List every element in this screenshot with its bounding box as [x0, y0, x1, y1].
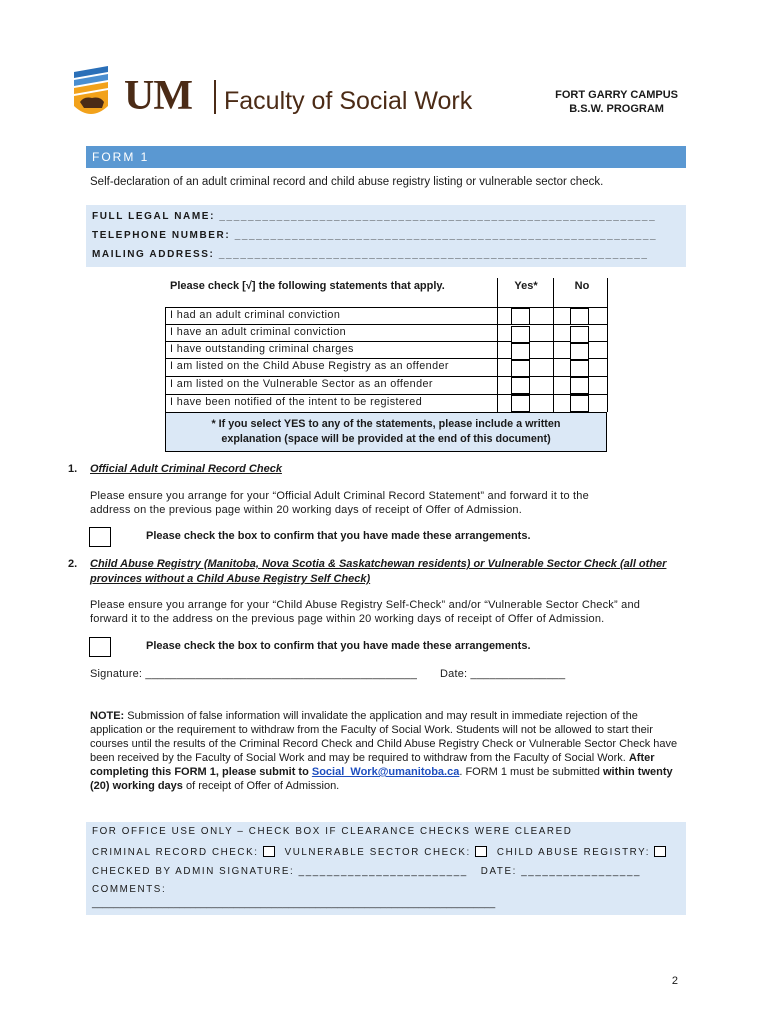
signature-field[interactable]: Signature: ___________________________________________: [90, 668, 418, 680]
statement-text: I had an adult criminal conviction: [170, 309, 341, 321]
applicant-info-box: [86, 205, 686, 267]
note-deadline: within twenty (20) working days: [90, 766, 673, 792]
campus-name: FORT GARRY CAMPUS: [555, 89, 678, 101]
logo-divider: [214, 80, 216, 114]
comments-field[interactable]: __________________________________________________________________________: [92, 898, 496, 909]
table-divider: [607, 278, 608, 412]
vulnerable-sector-checkbox[interactable]: [475, 846, 487, 857]
telephone-number-field[interactable]: TELEPHONE NUMBER: ___________________________________________________________: [92, 230, 658, 241]
vulnerable-sector-check-label: VULNERABLE SECTOR CHECK:: [284, 847, 471, 858]
note-tail: of receipt of Offer of Admission.: [182, 780, 340, 792]
child-abuse-registry-label: CHILD ABUSE REGISTRY:: [496, 847, 651, 858]
yes-checkbox[interactable]: [511, 308, 530, 325]
note-instruction: After completing this FORM 1, please submit to: [90, 752, 655, 778]
section-1-paragraph: [90, 489, 589, 517]
paragraph-line: forward it to the address on the previous page within 20 working days of receipt of Offer of Admission.: [90, 613, 605, 625]
section-2-title-line: Child Abuse Registry (Manitoba, Nova Scotia & Saskatchewan residents) or Vulnerable Sector Check (all other: [90, 558, 667, 570]
form-subtitle: Self-declaration of an adult criminal record and child abuse registry listing or vulnerable sector check.: [90, 176, 604, 188]
no-checkbox[interactable]: [570, 360, 589, 377]
faculty-name: Faculty of Social Work: [224, 87, 473, 115]
paragraph-line: Please ensure you arrange for your “Child Abuse Registry Self-Check” and/or “Vulnerable Sector Check” and: [90, 599, 641, 611]
section-1-confirm-checkbox[interactable]: [89, 527, 111, 547]
no-checkbox[interactable]: [570, 326, 589, 343]
statement-text: I am listed on the Child Abuse Registry as an offender: [170, 360, 449, 372]
page-number: 2: [671, 975, 678, 987]
section-2-title: [90, 557, 666, 587]
section-2-confirm-checkbox[interactable]: [89, 637, 111, 657]
section-2-confirm-text: Please check the box to confirm that you have made these arrangements.: [146, 640, 531, 652]
child-abuse-registry-checkbox[interactable]: [654, 846, 666, 857]
no-checkbox[interactable]: [570, 377, 589, 394]
date-field[interactable]: Date: _______________: [440, 668, 566, 680]
note-paragraph: [90, 709, 690, 793]
um-logo-text: UM: [124, 73, 192, 119]
yes-explanation-note: [165, 412, 607, 452]
note-lead: NOTE:: [90, 710, 125, 722]
statement-row: [165, 376, 607, 393]
yes-checkbox[interactable]: [511, 326, 530, 343]
admin-signature-field[interactable]: CHECKED BY ADMIN SIGNATURE: ________________________: [92, 866, 468, 877]
yes-checkbox[interactable]: [511, 360, 530, 377]
statement-text: I have been notified of the intent to be registered: [170, 396, 423, 408]
criminal-record-checkbox[interactable]: [263, 846, 275, 857]
section-2-number: 2.: [68, 558, 78, 570]
um-bison-logo-icon: [70, 66, 114, 124]
office-use-title: FOR OFFICE USE ONLY – CHECK BOX IF CLEARANCE CHECKS WERE CLEARED: [92, 826, 573, 837]
section-2-title-line: provinces without a Child Abuse Registry Self Check): [90, 573, 371, 585]
mailing-address-field[interactable]: MAILING ADDRESS: ____________________________________________________________: [92, 249, 649, 260]
program-name: B.S.W. PROGRAM: [569, 103, 664, 115]
no-checkbox[interactable]: [570, 343, 589, 360]
yes-checkbox[interactable]: [511, 377, 530, 394]
table-header-label: Please check [√] the following statements that apply.: [170, 280, 445, 292]
paragraph-line: address on the previous page within 20 working days of receipt of Offer of Admission.: [90, 504, 522, 516]
section-2-paragraph: [90, 598, 640, 626]
statement-row: [165, 341, 607, 358]
column-no-label: No: [574, 280, 590, 292]
email-link[interactable]: Social_Work@umanitoba.ca: [311, 766, 460, 778]
note-after-email: . FORM 1 must be submitted: [459, 766, 603, 778]
office-checks-row: [92, 846, 676, 858]
yes-checkbox[interactable]: [511, 395, 530, 412]
statement-text: I have outstanding criminal charges: [170, 343, 354, 355]
no-checkbox[interactable]: [570, 395, 589, 412]
form-title-bar: FORM 1: [86, 146, 686, 168]
section-1-title: Official Adult Criminal Record Check: [90, 463, 282, 475]
statement-row: [165, 358, 607, 375]
comments-label: COMMENTS:: [92, 884, 167, 895]
note-body: Submission of false information will invalidate the application and may result in immediate rejection of the application or the requirement to withdraw from the Faculty of Social Work. Students will not be allowed to start their courses until the results of the Criminal Record Check and Child Abuse Registry Check or Vulnerable Sector Check have been received by the Faculty of Social Work and may be required to withdraw from the Faculty of Social Work.: [90, 710, 678, 764]
office-date-field[interactable]: DATE: _________________: [480, 866, 642, 877]
campus-heading: [555, 88, 678, 116]
note-line: * If you select YES to any of the statements, please include a written: [211, 418, 561, 430]
note-line: explanation (space will be provided at the end of this document): [221, 433, 551, 445]
section-1-number: 1.: [68, 463, 78, 475]
admin-signature-row: [92, 866, 641, 877]
section-1-confirm-text: Please check the box to confirm that you have made these arrangements.: [146, 530, 531, 542]
statement-text: I am listed on the Vulnerable Sector as an offender: [170, 378, 433, 390]
column-yes-label: Yes*: [514, 280, 538, 292]
full-legal-name-field[interactable]: FULL LEGAL NAME: _____________________________________________________________: [92, 211, 657, 222]
office-use-box: [86, 822, 686, 915]
no-checkbox[interactable]: [570, 308, 589, 325]
criminal-record-check-label: CRIMINAL RECORD CHECK:: [92, 847, 259, 858]
yes-checkbox[interactable]: [511, 343, 530, 360]
statement-row: [165, 394, 607, 411]
paragraph-line: Please ensure you arrange for your “Official Adult Criminal Record Statement” and forward it to the: [90, 490, 589, 502]
statement-row: [165, 324, 607, 341]
statement-row: [165, 307, 607, 324]
statement-text: I have an adult criminal conviction: [170, 326, 347, 338]
